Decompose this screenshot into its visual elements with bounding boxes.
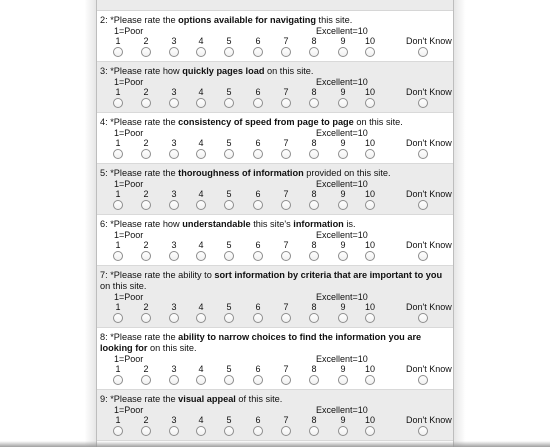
radio-button[interactable]: [141, 98, 151, 108]
radio-button[interactable]: [141, 426, 151, 436]
question-emphasis: options available for navigating: [178, 15, 316, 25]
radio-button[interactable]: [309, 375, 319, 385]
radio-button[interactable]: [309, 47, 319, 57]
rating-option-10[interactable]: [353, 364, 387, 385]
rating-option-label: 10: [364, 138, 375, 148]
rating-option-label: 1: [115, 36, 121, 46]
radio-button[interactable]: [418, 313, 428, 323]
rating-options: [100, 138, 450, 160]
radio-button[interactable]: [113, 251, 123, 261]
radio-button[interactable]: [281, 375, 291, 385]
radio-button[interactable]: [141, 149, 151, 159]
rating-option-label: 4: [198, 240, 204, 250]
radio-button[interactable]: [309, 313, 319, 323]
radio-button[interactable]: [418, 375, 428, 385]
question-emphasis: visual appeal: [178, 394, 236, 404]
bottom-edge: [0, 441, 550, 447]
radio-button[interactable]: [253, 47, 263, 57]
question-block: [97, 215, 453, 266]
radio-button[interactable]: [281, 200, 291, 210]
radio-button[interactable]: [113, 47, 123, 57]
radio-button[interactable]: [253, 98, 263, 108]
rating-option-dont-know[interactable]: [406, 302, 452, 323]
question-emphasis: quickly pages load: [182, 66, 265, 76]
rating-option-label: 3: [171, 36, 177, 46]
radio-button[interactable]: [338, 251, 348, 261]
rating-option-label: 6: [255, 36, 261, 46]
question-suffix: provided on this site.: [303, 168, 391, 178]
rating-option-label: 3: [171, 138, 177, 148]
radio-button[interactable]: [281, 426, 291, 436]
radio-button[interactable]: [113, 200, 123, 210]
radio-button[interactable]: [169, 426, 179, 436]
radio-button[interactable]: [224, 313, 234, 323]
rating-option-label: 3: [171, 240, 177, 250]
scale-poor-label: 1=Poor: [114, 230, 144, 240]
left-backdrop: [0, 0, 96, 447]
radio-button[interactable]: [365, 375, 375, 385]
question-prefix: 9: *Please rate the: [100, 394, 179, 404]
radio-button[interactable]: [365, 426, 375, 436]
survey-panel: [96, 0, 454, 447]
radio-button[interactable]: [224, 47, 234, 57]
rating-option-label: 10: [364, 87, 375, 97]
rating-option-label: Don't Know: [406, 138, 452, 148]
rating-option-label: 6: [255, 240, 261, 250]
radio-button[interactable]: [365, 313, 375, 323]
rating-option-label: 8: [311, 138, 317, 148]
radio-button[interactable]: [418, 251, 428, 261]
radio-button[interactable]: [253, 313, 263, 323]
rating-option-label: 9: [340, 415, 346, 425]
question-block: [97, 390, 453, 441]
rating-option-dont-know[interactable]: [406, 415, 452, 436]
radio-button[interactable]: [141, 313, 151, 323]
rating-option-label: 4: [198, 36, 204, 46]
rating-option-label: Don't Know: [406, 240, 452, 250]
question-suffix: on this site.: [147, 343, 197, 353]
rating-option-label: 6: [255, 302, 261, 312]
radio-button[interactable]: [338, 47, 348, 57]
radio-button[interactable]: [141, 375, 151, 385]
radio-button[interactable]: [196, 149, 206, 159]
radio-button[interactable]: [196, 375, 206, 385]
rating-option-label: 1: [115, 189, 121, 199]
rating-option-label: 1: [115, 364, 121, 374]
radio-button[interactable]: [169, 375, 179, 385]
radio-button[interactable]: [224, 251, 234, 261]
rating-option-label: 8: [311, 364, 317, 374]
question-block: [97, 266, 453, 328]
radio-button[interactable]: [338, 200, 348, 210]
radio-button[interactable]: [338, 313, 348, 323]
rating-option-label: 8: [311, 87, 317, 97]
rating-option-dont-know[interactable]: [406, 87, 452, 108]
rating-option-label: 4: [198, 87, 204, 97]
radio-button[interactable]: [113, 426, 123, 436]
question-text: [100, 66, 450, 77]
radio-button[interactable]: [169, 251, 179, 261]
rating-option-label: 10: [364, 364, 375, 374]
radio-button[interactable]: [338, 426, 348, 436]
rating-option-label: 2: [143, 36, 149, 46]
radio-button[interactable]: [418, 200, 428, 210]
radio-button[interactable]: [309, 426, 319, 436]
rating-options: [100, 189, 450, 211]
rating-option-label: 7: [283, 138, 289, 148]
rating-option-label: 10: [364, 240, 375, 250]
rating-option-label: 8: [311, 240, 317, 250]
rating-option-label: 1: [115, 240, 121, 250]
question-suffix: is.: [343, 219, 356, 229]
scale-poor-label: 1=Poor: [114, 405, 144, 415]
question-prefix: 3: *Please rate how: [100, 66, 183, 76]
radio-button[interactable]: [224, 426, 234, 436]
radio-button[interactable]: [224, 98, 234, 108]
question-text: [100, 270, 450, 292]
radio-button[interactable]: [338, 149, 348, 159]
rating-option-label: 2: [143, 189, 149, 199]
radio-button[interactable]: [196, 251, 206, 261]
radio-button[interactable]: [281, 251, 291, 261]
rating-option-label: Don't Know: [406, 415, 452, 425]
rating-option-label: 2: [143, 87, 149, 97]
radio-button[interactable]: [253, 200, 263, 210]
scale-anchor-labels: [100, 26, 450, 36]
rating-option-10[interactable]: [353, 302, 387, 323]
rating-option-label: 9: [340, 302, 346, 312]
radio-button[interactable]: [113, 313, 123, 323]
scale-poor-label: 1=Poor: [114, 179, 144, 189]
question-emphasis: ability to narrow choices to find the information you are looking for: [100, 332, 422, 353]
scale-excellent-label: Excellent=10: [316, 26, 368, 36]
rating-option-label: 4: [198, 189, 204, 199]
radio-button[interactable]: [281, 47, 291, 57]
radio-button[interactable]: [418, 47, 428, 57]
rating-option-label: 8: [311, 415, 317, 425]
rating-option-label: 3: [171, 364, 177, 374]
scale-excellent-label: Excellent=10: [316, 128, 368, 138]
rating-option-label: 1: [115, 87, 121, 97]
question-prefix: 4: *Please rate the: [100, 117, 179, 127]
right-backdrop: [454, 0, 550, 447]
radio-button[interactable]: [309, 149, 319, 159]
radio-button[interactable]: [169, 149, 179, 159]
rating-options: [100, 302, 450, 324]
rating-option-label: 4: [198, 415, 204, 425]
question-emphasis: thoroughness of information: [178, 168, 304, 178]
question-text: [100, 15, 450, 26]
scale-excellent-label: Excellent=10: [316, 230, 368, 240]
rating-option-label: 8: [311, 302, 317, 312]
question-block: [97, 328, 453, 390]
rating-option-label: 9: [340, 240, 346, 250]
rating-option-label: 4: [198, 138, 204, 148]
radio-button[interactable]: [338, 98, 348, 108]
radio-button[interactable]: [418, 98, 428, 108]
radio-button[interactable]: [196, 426, 206, 436]
question-block: [97, 62, 453, 113]
rating-option-label: 1: [115, 302, 121, 312]
radio-button[interactable]: [365, 98, 375, 108]
radio-button[interactable]: [169, 98, 179, 108]
question-block: [97, 164, 453, 215]
scale-excellent-label: Excellent=10: [316, 354, 368, 364]
rating-option-label: 2: [143, 240, 149, 250]
question-suffix: of this site.: [235, 394, 283, 404]
radio-button[interactable]: [224, 149, 234, 159]
rating-option-label: 5: [226, 302, 232, 312]
rating-option-label: 7: [283, 87, 289, 97]
radio-button[interactable]: [281, 149, 291, 159]
question-suffix: on this site.: [353, 117, 403, 127]
radio-button[interactable]: [253, 426, 263, 436]
radio-button[interactable]: [196, 98, 206, 108]
rating-option-label: 10: [364, 189, 375, 199]
scale-anchor-labels: [100, 354, 450, 364]
rating-option-label: Don't Know: [406, 302, 452, 312]
rating-options: [100, 87, 450, 109]
question-suffix: on this site.: [100, 281, 147, 291]
question-middle: this site's: [250, 219, 294, 229]
scale-anchor-labels: [100, 77, 450, 87]
radio-button[interactable]: [196, 313, 206, 323]
question-block: [97, 11, 453, 62]
rating-option-dont-know[interactable]: [406, 138, 452, 159]
scale-anchor-labels: [100, 230, 450, 240]
radio-button[interactable]: [113, 375, 123, 385]
rating-option-label: 2: [143, 302, 149, 312]
rating-option-label: 5: [226, 364, 232, 374]
rating-option-label: 5: [226, 415, 232, 425]
rating-option-label: 7: [283, 302, 289, 312]
radio-button[interactable]: [338, 375, 348, 385]
question-suffix: on this site.: [264, 66, 314, 76]
scale-poor-label: 1=Poor: [114, 128, 144, 138]
rating-option-label: 1: [115, 138, 121, 148]
radio-button[interactable]: [309, 98, 319, 108]
rating-option-label: 10: [364, 415, 375, 425]
rating-option-label: 3: [171, 189, 177, 199]
question-text: [100, 332, 450, 354]
radio-button[interactable]: [224, 375, 234, 385]
radio-button[interactable]: [169, 200, 179, 210]
radio-button[interactable]: [141, 47, 151, 57]
question-prefix: 5: *Please rate the: [100, 168, 179, 178]
radio-button[interactable]: [281, 98, 291, 108]
question-prefix: 7: *Please rate the ability to: [100, 270, 215, 280]
rating-option-dont-know[interactable]: [406, 364, 452, 385]
rating-option-label: 9: [340, 189, 346, 199]
rating-option-label: 6: [255, 189, 261, 199]
rating-options: [100, 364, 450, 386]
rating-option-label: 3: [171, 87, 177, 97]
scale-anchor-labels: [100, 179, 450, 189]
rating-option-label: 4: [198, 364, 204, 374]
scale-excellent-label: Excellent=10: [316, 179, 368, 189]
scale-poor-label: 1=Poor: [114, 77, 144, 87]
question-text: [100, 117, 450, 128]
rating-option-label: 3: [171, 415, 177, 425]
rating-option-label: 6: [255, 415, 261, 425]
rating-option-label: 6: [255, 364, 261, 374]
rating-option-label: 7: [283, 415, 289, 425]
scale-anchor-labels: [100, 405, 450, 415]
question-prefix: 6: *Please rate how: [100, 219, 183, 229]
question-text: [100, 219, 450, 230]
rating-option-label: 6: [255, 87, 261, 97]
rating-options: [100, 415, 450, 437]
rating-option-10[interactable]: [353, 138, 387, 159]
rating-option-label: 3: [171, 302, 177, 312]
radio-button[interactable]: [253, 251, 263, 261]
question-emphasis: understandable: [182, 219, 251, 229]
radio-button[interactable]: [365, 47, 375, 57]
scale-anchor-labels: [100, 292, 450, 302]
question-emphasis: consistency of speed from page to page: [178, 117, 354, 127]
rating-option-label: 10: [364, 36, 375, 46]
rating-option-label: 2: [143, 364, 149, 374]
scale-excellent-label: Excellent=10: [316, 292, 368, 302]
radio-button[interactable]: [141, 251, 151, 261]
rating-option-label: 5: [226, 87, 232, 97]
rating-option-label: 1: [115, 415, 121, 425]
rating-option-label: 5: [226, 36, 232, 46]
scale-anchor-labels: [100, 128, 450, 138]
scale-poor-label: 1=Poor: [114, 26, 144, 36]
previous-question-edge: [97, 0, 453, 11]
rating-option-label: 5: [226, 189, 232, 199]
question-block: [97, 113, 453, 164]
radio-button[interactable]: [253, 149, 263, 159]
rating-option-label: 4: [198, 302, 204, 312]
rating-option-label: 6: [255, 138, 261, 148]
rating-option-label: 8: [311, 36, 317, 46]
radio-button[interactable]: [196, 47, 206, 57]
radio-button[interactable]: [365, 200, 375, 210]
rating-option-label: Don't Know: [406, 36, 452, 46]
radio-button[interactable]: [309, 251, 319, 261]
radio-button[interactable]: [281, 313, 291, 323]
rating-option-label: Don't Know: [406, 189, 452, 199]
question-prefix: 8: *Please rate the: [100, 332, 179, 342]
rating-option-label: 2: [143, 415, 149, 425]
rating-option-10[interactable]: [353, 189, 387, 210]
scale-excellent-label: Excellent=10: [316, 77, 368, 87]
rating-options: [100, 240, 450, 262]
question-emphasis: information: [293, 219, 344, 229]
rating-option-label: 7: [283, 240, 289, 250]
rating-option-label: 9: [340, 364, 346, 374]
radio-button[interactable]: [113, 98, 123, 108]
question-prefix: 2: *Please rate the: [100, 15, 179, 25]
rating-option-10[interactable]: [353, 87, 387, 108]
rating-option-label: 10: [364, 302, 375, 312]
rating-option-label: 9: [340, 87, 346, 97]
rating-option-label: 2: [143, 138, 149, 148]
radio-button[interactable]: [169, 47, 179, 57]
radio-button[interactable]: [365, 251, 375, 261]
radio-button[interactable]: [365, 149, 375, 159]
scale-poor-label: 1=Poor: [114, 292, 144, 302]
rating-option-label: 7: [283, 36, 289, 46]
rating-option-label: Don't Know: [406, 364, 452, 374]
rating-option-label: 7: [283, 189, 289, 199]
rating-option-label: 7: [283, 364, 289, 374]
rating-options: [100, 36, 450, 58]
rating-option-label: Don't Know: [406, 87, 452, 97]
rating-option-dont-know[interactable]: [406, 189, 452, 210]
rating-option-label: 8: [311, 189, 317, 199]
rating-option-label: 9: [340, 36, 346, 46]
rating-option-dont-know[interactable]: [406, 36, 452, 57]
rating-option-label: 5: [226, 138, 232, 148]
rating-option-dont-know[interactable]: [406, 240, 452, 261]
scale-excellent-label: Excellent=10: [316, 405, 368, 415]
rating-option-label: 5: [226, 240, 232, 250]
question-text: [100, 394, 450, 405]
question-suffix: this site.: [316, 15, 353, 25]
radio-button[interactable]: [196, 200, 206, 210]
radio-button[interactable]: [224, 200, 234, 210]
question-emphasis: sort information by criteria that are important to you: [214, 270, 443, 280]
scale-poor-label: 1=Poor: [114, 354, 144, 364]
question-list: [97, 11, 453, 441]
radio-button[interactable]: [418, 149, 428, 159]
radio-button[interactable]: [418, 426, 428, 436]
radio-button[interactable]: [253, 375, 263, 385]
radio-button[interactable]: [141, 200, 151, 210]
radio-button[interactable]: [113, 149, 123, 159]
radio-button[interactable]: [169, 313, 179, 323]
rating-option-10[interactable]: [353, 240, 387, 261]
rating-option-10[interactable]: [353, 415, 387, 436]
rating-option-label: 9: [340, 138, 346, 148]
rating-option-10[interactable]: [353, 36, 387, 57]
question-text: [100, 168, 450, 179]
radio-button[interactable]: [309, 200, 319, 210]
